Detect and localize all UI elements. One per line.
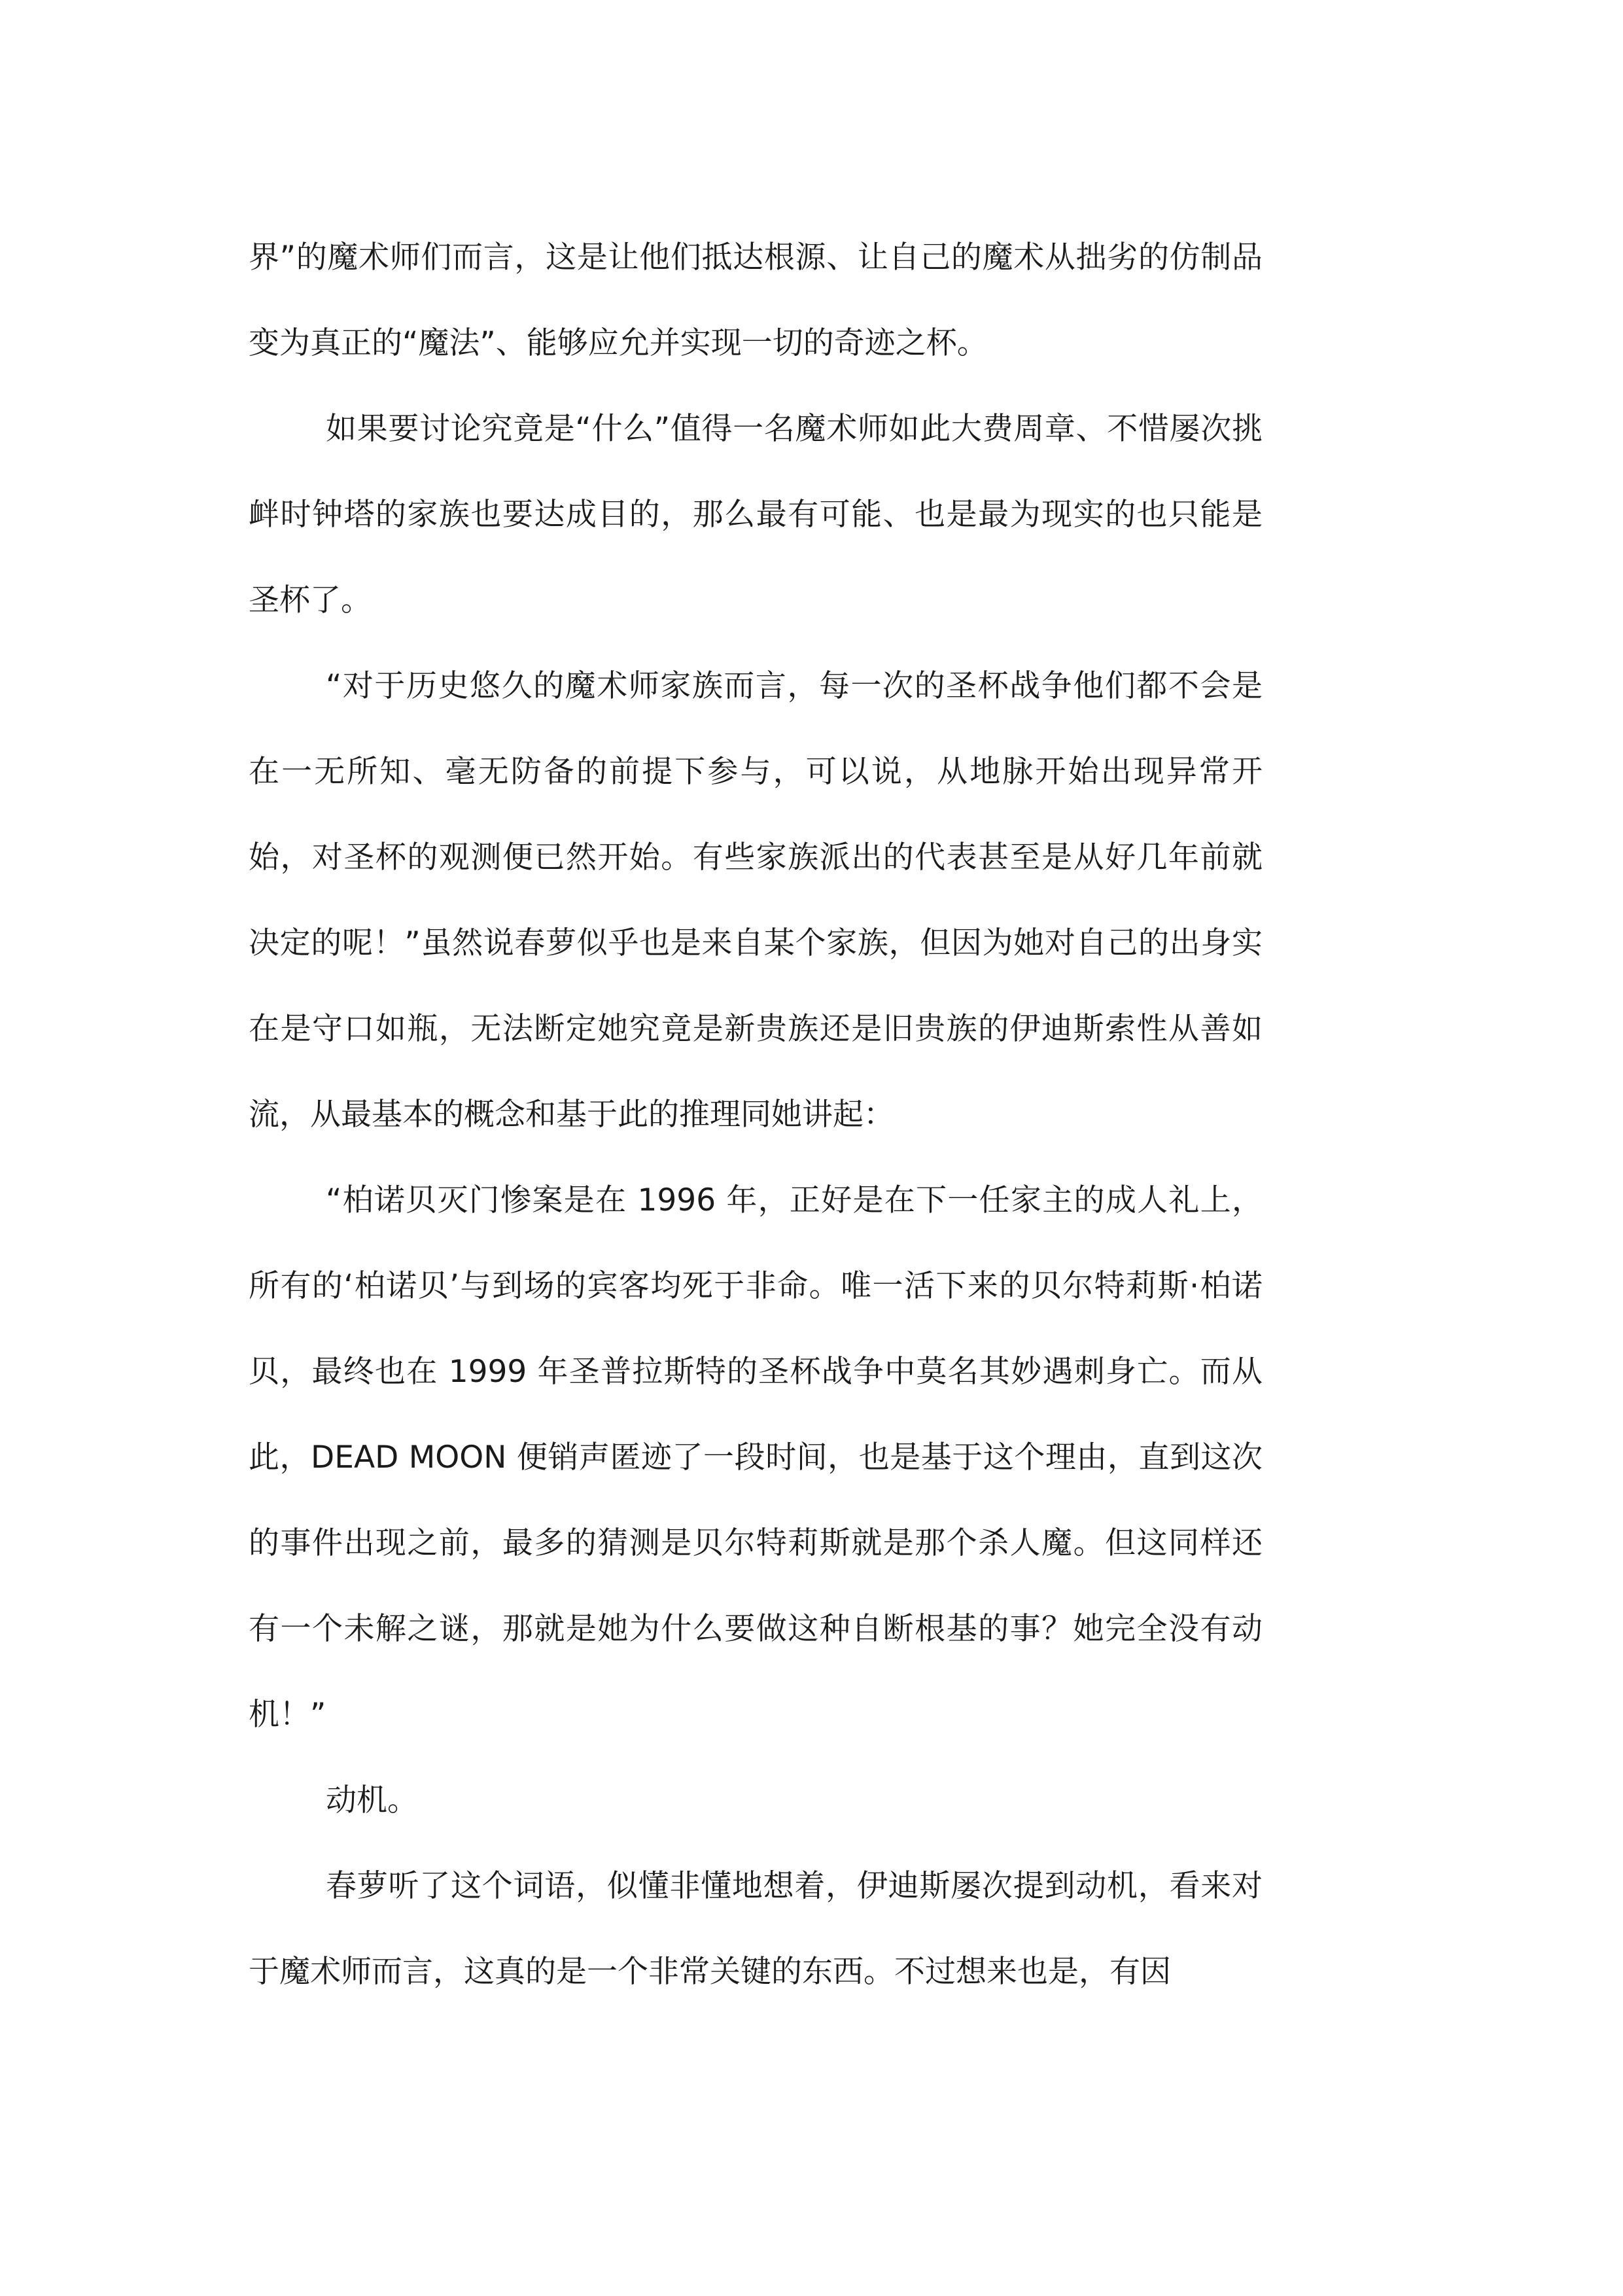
paragraph-3: “对于历史悠久的魔术师家族而言，每一次的圣杯战争他们都不会是在一无所知、毫无防备的前提下参与，可以说，从地脉开始出现异常开始，对圣杯的观测便已然开始。有些家族派出的代表甚至是从好几年前就决定的呢！”虽然说春萝似乎也是来自某个家族，但因为她对自己的出身实在是守口如瓶，无法断定她究竟是新贵族还是旧贵族的伊迪斯索性从善如流，从最基本的概念和基于此的推理同她讲起： [249,668,1263,1133]
paragraph-6: 春萝听了这个词语，似懂非懂地想着，伊迪斯屡次提到动机，看来对于魔术师而言，这真的是一个非常关键的东西。不过想来也是，有因 [249,1868,1263,1990]
paragraph-2: 如果要讨论究竟是“什么”值得一名魔术师如此大费周章、不惜屡次挑衅时钟塔的家族也要达成目的，那么最有可能、也是最为现实的也只能是圣杯了。 [249,411,1263,618]
paragraph-4: “柏诺贝灭门惨案是在 1996 年，正好是在下一任家主的成人礼上，所有的‘柏诺贝’与到场的宾客均死于非命。唯一活下来的贝尔特莉斯·柏诺贝，最终也在 1999 年圣普拉斯特的圣杯战争中莫名其妙遇刺身亡。而从此，DEAD MOON 便销声匿迹了一段时间，也是基于这个理由，直到这次的事件出现之前，最多的猜测是贝尔特莉斯就是那个杀人魔。但这同样还有一个未解之谜，那就是她为什么要做这种自断根基的事？她完全没有动机！” [249,1182,1263,1733]
body-text [249,215,1263,2015]
paragraph-1: 界”的魔术师们而言，这是让他们抵达根源、让自己的魔术从拙劣的仿制品变为真正的“魔法”、能够应允并实现一切的奇迹之杯。 [249,239,1263,361]
paragraph-5: 动机。 [326,1782,418,1818]
